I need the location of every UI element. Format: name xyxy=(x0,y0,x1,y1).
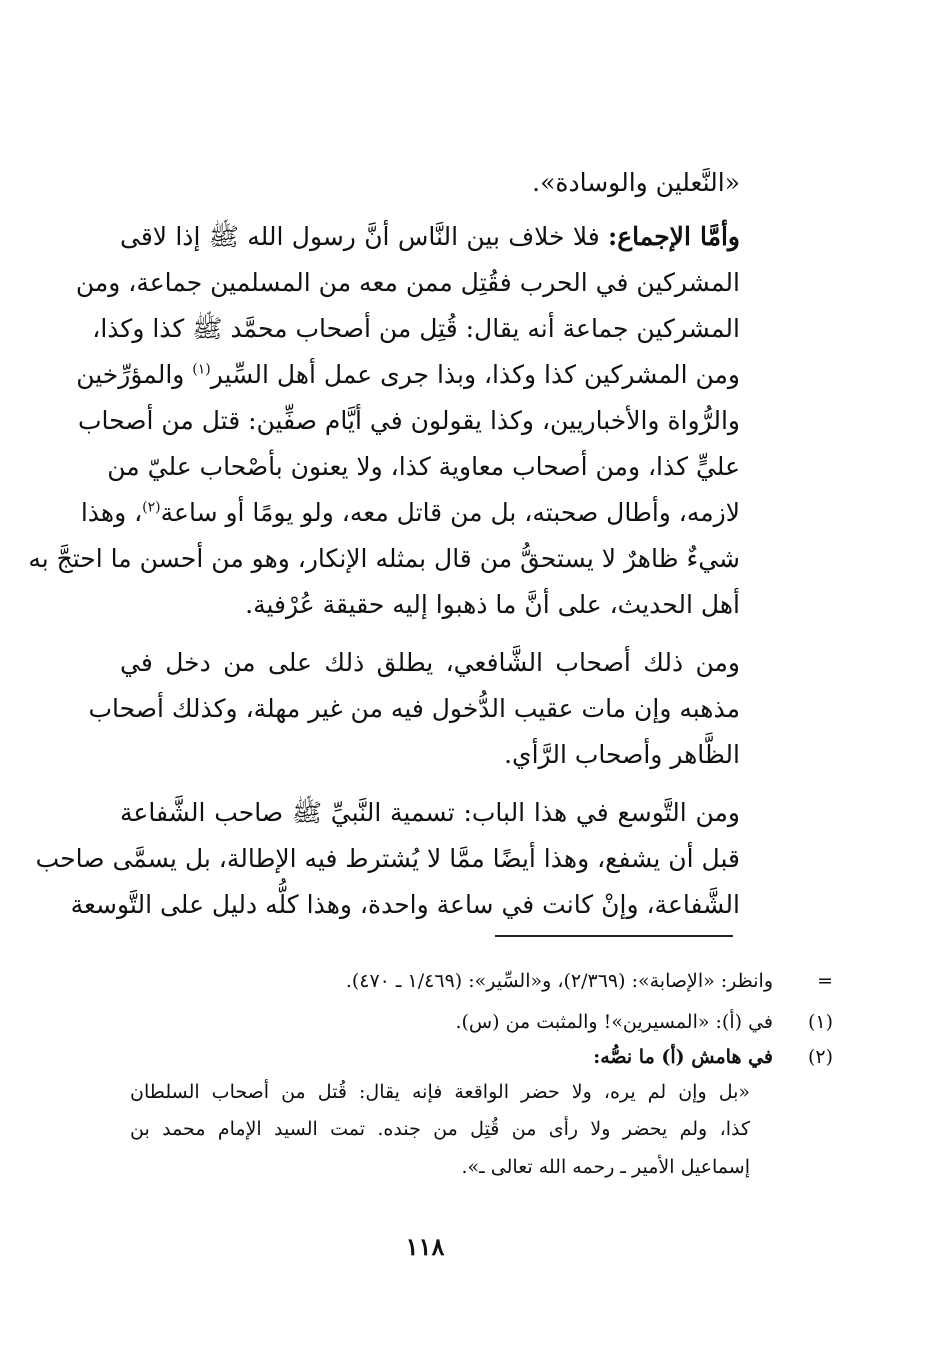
page-number: ١١٨ xyxy=(405,1232,445,1261)
text-line xyxy=(77,398,740,444)
footnote-quote-line: «بل وإن لم يره، ولا حضر الواقعة فإنه يقال: قُتل من أصحاب السلطان xyxy=(130,1081,750,1103)
line-text: شيءٌ ظاهرٌ لا يستحقُّ من قال بمثله الإنكار، وهو من أحسن ما احتجَّ به xyxy=(28,544,740,573)
line-text: «النَّعلين والوسادة». xyxy=(532,168,740,197)
line-text: ومن التَّوسع في هذا الباب: تسمية النَّبيِّ ﷺ صاحب الشَّفاعة xyxy=(120,798,740,827)
text-line xyxy=(28,536,740,582)
text-line xyxy=(120,582,740,628)
line-text: فلا خلاف بين النَّاس أنَّ رسول الله ﷺ إذا لاقى xyxy=(120,222,609,251)
line-text-tail: والمؤرِّخين xyxy=(76,360,193,389)
text-line xyxy=(75,260,740,306)
text-line xyxy=(120,790,740,836)
text-line xyxy=(35,836,740,882)
footnote xyxy=(93,1040,833,1074)
text-line xyxy=(120,160,740,206)
lead-heading: وأمَّا الإجماع: xyxy=(608,222,740,251)
text-line xyxy=(120,732,740,778)
text-line xyxy=(120,640,740,686)
line-text: الظَّاهر وأصحاب الرَّأي. xyxy=(504,740,740,769)
text-line xyxy=(92,306,740,352)
footnote-quote-line: إسماعيل الأمير ـ رحمه الله تعالى ـ». xyxy=(461,1156,750,1178)
line-text: قبل أن يشفع، وهذا أيضًا ممَّا لا يُشترط فيه الإطالة، بل يسمَّى صاحب xyxy=(35,844,740,873)
footnote-text: وانظر: «الإصابة»: (٢/٣٦٩)، و«السِّير»: (١/٤٦٩ ـ ٤٧٠). xyxy=(345,970,773,992)
text-line xyxy=(70,882,740,928)
footnote-number: (٢) xyxy=(807,1046,833,1068)
footnote-text: في (أ): «المسيرين»! والمثبت من (س). xyxy=(455,1011,773,1033)
footnote-number: = xyxy=(817,970,833,992)
line-text: المشركين جماعة أنه يقال: قُتِل من أصحاب محمَّد ﷺ كذا وكذا، xyxy=(92,314,740,343)
text-line xyxy=(88,686,740,732)
text-line xyxy=(120,214,740,260)
line-text-tail: ، وهذا xyxy=(80,498,143,527)
footnote-text: في هامش (أ) ما نصُّه: xyxy=(593,1046,773,1068)
text-line xyxy=(76,352,740,398)
line-text: أهل الحديث، على أنَّ ما ذهبوا إليه حقيقة عُرْفية. xyxy=(245,590,740,619)
footnote xyxy=(93,964,833,998)
footnote-ref: (١) xyxy=(192,361,211,378)
line-text: ومن المشركين كذا وكذا، وبذا جرى عمل أهل السِّير xyxy=(210,360,740,389)
footnote-quote-line: كذا، ولم يحضر ولا رأى من قُتِل من جنده. تمت السيد الإمام محمد بن xyxy=(130,1118,750,1140)
line-text: والرُّواة والأخباريين، وكذا يقولون في أيَّام صفِّين: قتل من أصحاب xyxy=(77,406,740,435)
footnote-separator xyxy=(495,935,733,937)
text-line xyxy=(107,444,740,490)
footnote xyxy=(93,1005,833,1039)
line-text: المشركين في الحرب فقُتِل ممن معه من المسلمين جماعة، ومن xyxy=(75,268,740,297)
line-text: الشَّفاعة، وإنْ كانت في ساعة واحدة، وهذا كلُّه دليل على التَّوسعة xyxy=(70,890,740,919)
text-line xyxy=(80,490,740,536)
line-text: عليٍّ كذا، ومن أصحاب معاوية كذا، ولا يعنون بأصْحاب عليّ من xyxy=(107,452,740,481)
footnote-ref: (٢) xyxy=(142,499,161,516)
line-text: مذهبه وإن مات عقيب الدُّخول فيه من غير مهلة، وكذلك أصحاب xyxy=(88,694,740,723)
footnote-number: (١) xyxy=(807,1011,833,1033)
line-text: ومن ذلك أصحاب الشَّافعي، يطلق ذلك على من دخل في xyxy=(120,648,740,677)
line-text: لازمه، وأطال صحبته، بل من قاتل معه، ولو يومًا أو ساعة xyxy=(160,498,740,527)
